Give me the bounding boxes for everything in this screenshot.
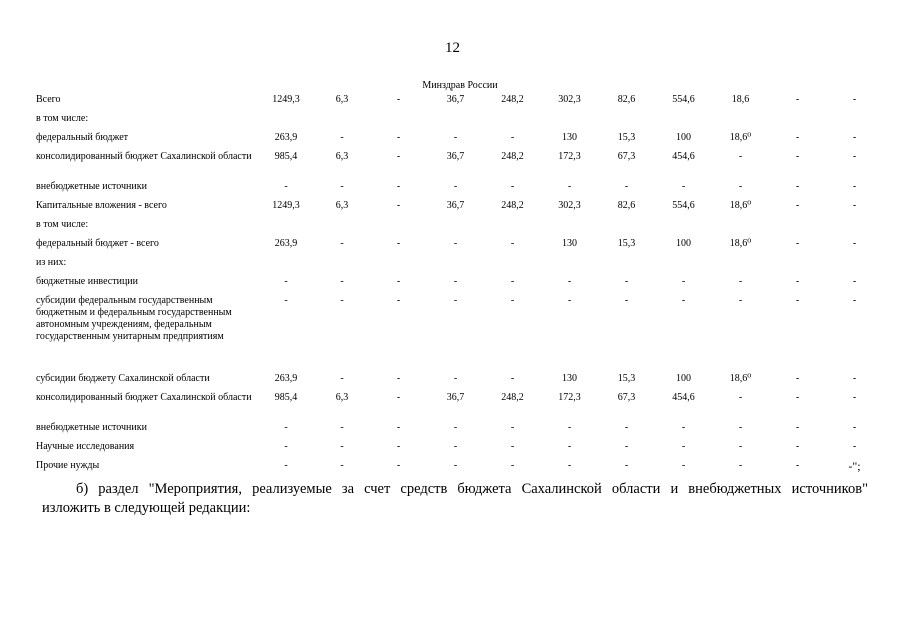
row-label: внебюджетные источники	[36, 181, 147, 192]
row-value: -	[453, 460, 458, 471]
row-value: -	[624, 276, 629, 287]
table-row	[36, 294, 883, 372]
row-value	[370, 112, 427, 131]
row-label: в том числе:	[36, 219, 89, 230]
row-value: -	[681, 295, 686, 306]
row-label: в том числе:	[36, 113, 89, 124]
row-value: -	[738, 295, 743, 306]
row-value: -	[738, 181, 743, 192]
row-value: -	[340, 422, 344, 433]
row-value: -	[396, 392, 401, 403]
row-value: -	[852, 200, 857, 211]
row-value: -	[396, 422, 401, 433]
row-value	[314, 256, 370, 275]
row-value: -	[396, 200, 401, 211]
row-value: -	[852, 94, 857, 105]
row-label: бюджетные инвестиции	[36, 276, 139, 287]
row-value: -	[340, 373, 344, 384]
row-value: 1249,3	[272, 94, 300, 105]
row-value: -	[738, 276, 743, 287]
row-value	[484, 218, 541, 237]
row-value: 130	[562, 238, 577, 249]
row-value: -	[396, 132, 401, 143]
row-value: -	[396, 181, 401, 192]
row-value: -	[340, 276, 344, 287]
row-value: -	[681, 422, 686, 433]
row-value: -	[453, 295, 458, 306]
row-value	[598, 256, 655, 275]
row-value: -	[852, 422, 857, 433]
row-value: -	[396, 441, 401, 452]
table-row	[36, 421, 883, 440]
row-value: 172,3	[558, 392, 581, 403]
row-value: -	[340, 460, 344, 471]
row-value: -	[510, 422, 515, 433]
row-value: -	[852, 441, 857, 452]
row-value: -	[795, 181, 800, 192]
row-value: -	[510, 181, 515, 192]
page-number: 12	[445, 40, 460, 56]
row-value: 36,7	[446, 200, 465, 211]
row-value: 985,4	[274, 151, 298, 162]
table-row	[36, 131, 883, 150]
row-value: 6,3	[335, 94, 349, 105]
row-value: -	[453, 373, 458, 384]
row-label: Капитальные вложения - всего	[36, 200, 167, 211]
row-value	[598, 218, 655, 237]
row-value: -	[738, 422, 743, 433]
row-value	[484, 256, 541, 275]
row-value: -	[852, 373, 857, 384]
row-value: -	[681, 441, 686, 452]
row-value: 18,6⁰	[729, 200, 752, 211]
row-value: -	[852, 181, 857, 192]
row-value	[712, 112, 769, 131]
row-label: из них:	[36, 257, 67, 268]
row-value	[427, 256, 484, 275]
row-value: -	[738, 460, 743, 471]
row-value: -	[340, 441, 344, 452]
row-value: -	[795, 151, 800, 162]
row-value	[769, 112, 826, 131]
row-value: -	[396, 460, 401, 471]
row-value: 263,9	[274, 132, 298, 143]
row-value: -	[795, 460, 800, 471]
row-value: 15,3	[617, 373, 636, 384]
row-value: -	[396, 295, 401, 306]
row-value: -";	[848, 459, 861, 473]
row-value	[427, 112, 484, 131]
row-value: -	[624, 295, 629, 306]
row-value: -	[453, 238, 458, 249]
row-value	[484, 112, 541, 131]
row-value: 6,3	[335, 151, 349, 162]
row-value: -	[510, 132, 515, 143]
row-value: 302,3	[558, 200, 581, 211]
row-value: -	[453, 132, 458, 143]
row-value: -	[795, 132, 800, 143]
table-row	[36, 218, 883, 237]
row-value: 172,3	[558, 151, 581, 162]
row-value: -	[795, 94, 800, 105]
row-value: 554,6	[672, 94, 695, 105]
table-row	[36, 112, 883, 131]
row-value: 100	[676, 132, 691, 143]
row-value	[314, 112, 370, 131]
row-label: федеральный бюджет	[36, 132, 129, 143]
row-value: -	[795, 422, 800, 433]
table-body	[36, 93, 883, 478]
row-value	[598, 112, 655, 131]
row-label: Научные исследования	[36, 441, 135, 452]
row-value: -	[795, 441, 800, 452]
row-value: 18,6⁰	[729, 373, 752, 384]
row-value: -	[624, 181, 629, 192]
amendment-paragraph	[42, 480, 868, 518]
row-value: -	[852, 295, 857, 306]
table-row	[36, 391, 883, 421]
row-value: -	[396, 94, 401, 105]
row-value: 100	[676, 238, 691, 249]
row-value: 67,3	[617, 392, 636, 403]
table-row	[36, 459, 883, 478]
row-value: -	[567, 460, 572, 471]
row-value: -	[453, 422, 458, 433]
row-value	[314, 218, 370, 237]
row-value: 248,2	[501, 151, 524, 162]
table-row	[36, 440, 883, 459]
row-value: -	[567, 441, 572, 452]
row-value: -	[284, 276, 288, 287]
row-value: -	[567, 422, 572, 433]
row-value: -	[738, 392, 743, 403]
row-value: -	[340, 181, 344, 192]
row-value	[826, 256, 883, 275]
row-value: -	[852, 151, 857, 162]
row-value: 18,6⁰	[729, 238, 752, 249]
row-value: -	[284, 441, 288, 452]
table-row	[36, 372, 883, 391]
row-value: -	[510, 238, 515, 249]
row-value: -	[510, 295, 515, 306]
row-value: -	[681, 181, 686, 192]
row-value	[655, 112, 712, 131]
row-value: -	[396, 151, 401, 162]
row-value: 82,6	[617, 200, 636, 211]
row-value	[370, 256, 427, 275]
row-value: 18,6⁰	[729, 132, 752, 143]
row-value: -	[340, 132, 344, 143]
row-value: -	[340, 238, 344, 249]
row-value: -	[795, 295, 800, 306]
row-value: 554,6	[672, 200, 695, 211]
row-value: -	[681, 276, 686, 287]
row-value: -	[624, 422, 629, 433]
row-value: 15,3	[617, 238, 636, 249]
row-value	[541, 112, 598, 131]
row-value: -	[396, 276, 401, 287]
row-label: консолидированный бюджет Сахалинской области	[36, 392, 252, 403]
row-value: 36,7	[446, 151, 465, 162]
row-value: -	[567, 276, 572, 287]
row-value: -	[453, 181, 458, 192]
row-value: -	[567, 295, 572, 306]
row-value: -	[795, 392, 800, 403]
row-value	[655, 218, 712, 237]
table-row	[36, 237, 883, 256]
table-row	[36, 275, 883, 294]
row-label: Прочие нужды	[36, 460, 100, 471]
row-value	[826, 112, 883, 131]
row-value: -	[852, 392, 857, 403]
row-value: 67,3	[617, 151, 636, 162]
row-value: 6,3	[335, 200, 349, 211]
ministry-header: Минздрав России	[422, 80, 498, 91]
row-label: консолидированный бюджет Сахалинской области	[36, 151, 252, 162]
row-value: -	[738, 151, 743, 162]
row-value: -	[284, 460, 288, 471]
row-value: -	[284, 422, 288, 433]
row-value: -	[510, 441, 515, 452]
row-value: -	[738, 441, 743, 452]
row-value: -	[284, 181, 288, 192]
row-value: 1249,3	[272, 200, 300, 211]
row-value: -	[510, 460, 515, 471]
row-value: 18,6	[731, 94, 750, 105]
row-value	[712, 218, 769, 237]
row-label: субсидии федеральным государственным бюджетным и федеральным государственным автономным учреждениям, федеральным государственным унитарным предприятиям	[36, 295, 232, 342]
paragraph-line-1: б) раздел "Мероприятия, реализуемые за счет средств бюджета Сахалинской области и внебюджетных источников"	[76, 481, 868, 497]
row-value	[258, 256, 314, 275]
row-value: -	[624, 460, 629, 471]
row-value	[258, 218, 314, 237]
row-value: 36,7	[446, 94, 465, 105]
row-value: -	[795, 200, 800, 211]
table-row	[36, 150, 883, 180]
row-value: 100	[676, 373, 691, 384]
row-value: -	[852, 132, 857, 143]
row-value: 263,9	[274, 238, 298, 249]
row-value: -	[510, 373, 515, 384]
row-value: -	[624, 441, 629, 452]
table-row	[36, 93, 883, 112]
row-label: внебюджетные источники	[36, 422, 147, 433]
row-value	[769, 218, 826, 237]
row-value: -	[284, 295, 288, 306]
row-value: 15,3	[617, 132, 636, 143]
table-row	[36, 180, 883, 199]
row-value: 82,6	[617, 94, 636, 105]
row-value: -	[795, 238, 800, 249]
row-value: 248,2	[501, 94, 524, 105]
row-value: 985,4	[274, 392, 298, 403]
row-value: 454,6	[672, 151, 695, 162]
row-value: 454,6	[672, 392, 695, 403]
row-value	[427, 218, 484, 237]
row-value: -	[852, 238, 857, 249]
row-value: -	[396, 373, 401, 384]
table-row	[36, 199, 883, 218]
row-value	[769, 256, 826, 275]
row-value: 302,3	[558, 94, 581, 105]
row-value: 263,9	[274, 373, 298, 384]
row-value: -	[453, 276, 458, 287]
row-value: 130	[562, 373, 577, 384]
row-value: -	[396, 238, 401, 249]
row-value: 130	[562, 132, 577, 143]
row-value: -	[340, 295, 344, 306]
row-value: 36,7	[446, 392, 465, 403]
funding-table	[36, 93, 883, 478]
row-value	[712, 256, 769, 275]
row-value: 248,2	[501, 392, 524, 403]
row-value	[655, 256, 712, 275]
row-label: федеральный бюджет - всего	[36, 238, 159, 249]
row-value	[258, 112, 314, 131]
row-value: -	[852, 276, 857, 287]
row-value: -	[681, 460, 686, 471]
row-value: -	[453, 441, 458, 452]
row-value	[541, 256, 598, 275]
row-value	[541, 218, 598, 237]
paragraph-line-2: изложить в следующей редакции:	[42, 500, 251, 516]
row-value	[370, 218, 427, 237]
row-value: 6,3	[335, 392, 349, 403]
row-value: -	[795, 373, 800, 384]
row-value: 248,2	[501, 200, 524, 211]
row-label: субсидии бюджету Сахалинской области	[36, 373, 210, 384]
row-value: -	[795, 276, 800, 287]
row-label: Всего	[36, 94, 61, 105]
table-row	[36, 256, 883, 275]
row-value: -	[510, 276, 515, 287]
row-value: -	[567, 181, 572, 192]
row-value	[826, 218, 883, 237]
